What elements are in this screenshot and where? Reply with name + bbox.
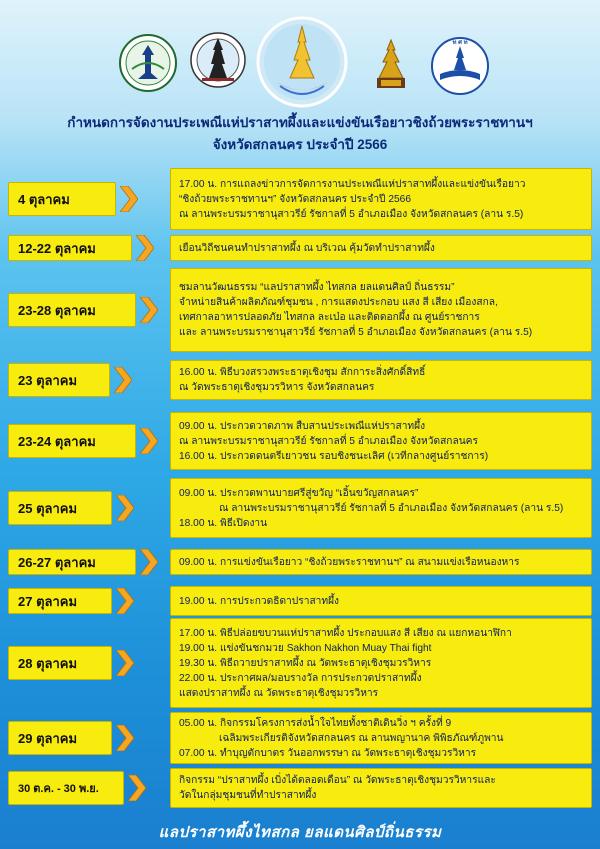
schedule-detail-line: และ ลานพระบรมราชานุสาวรีย์ รัชกาลที่ 5 อำเภอเมือง จังหวัดสกลนคร (ลาน ร.5) (179, 327, 533, 338)
schedule-date: 28 ตุลาคม (8, 646, 112, 680)
logo-strip (0, 8, 600, 100)
chevron-right-icon (136, 235, 154, 261)
schedule-row (8, 586, 592, 616)
schedule-detail-line: กิจกรรม “ปราสาทผึ้ง เบิ่งได้ตลอดเดือน” ณ วัดพระธาตุเชิงชุมวรวิหารและ (179, 775, 496, 786)
chevron-right-icon (116, 650, 134, 676)
schedule-row (8, 768, 592, 808)
schedule-row (8, 618, 592, 708)
schedule-date: 23-24 ตุลาคม (8, 424, 136, 458)
schedule-detail-line: วัดในกลุ่มชุมชนที่ทำปราสาทผึ้ง (179, 790, 317, 801)
schedule-details (170, 618, 592, 708)
wax-castle-logo (254, 16, 350, 108)
chevron-right-icon (116, 495, 134, 521)
schedule-detail-line: 17.00 น. การแถลงข่าวการจัดการงานประเพณีแห่ปราสาทผึ้งและแข่งขันเรือยาว (179, 178, 526, 190)
schedule-detail-line: 09.00 น. ประกวดพานบายศรีสู่ขวัญ “เอิ้นขวัญสกลนคร” (179, 487, 419, 499)
schedule-date: 30 ต.ค. - 30 พ.ย. (8, 771, 124, 805)
schedule-detail-line: 09.00 น. การแข่งขันเรือยาว “ชิงถ้วยพระราชทานฯ” ณ สนามแข่งเรือหนองหาร (179, 556, 520, 568)
schedule-details (170, 235, 592, 261)
chevron-right-icon (120, 186, 138, 212)
schedule-row (8, 235, 592, 261)
schedule-details (170, 478, 592, 538)
schedule-detail-line: 19.00 น. การประกวดธิดาปราสาทผึ้ง (179, 595, 340, 607)
schedule-detail-line: ณ ลานพระบรมราชานุสาวรีย์ รัชกาลที่ 5 อำเภอเมือง จังหวัดสกลนคร (179, 435, 478, 447)
schedule-details (170, 768, 592, 808)
schedule-row (8, 549, 592, 575)
schedule-detail-line: 19.00 น. แข่งขันชกมวย Sakhon Nakhon Muay Thai fight (179, 642, 432, 654)
schedule-row (8, 360, 592, 400)
schedule-row (8, 168, 592, 230)
title-line-2: จังหวัดสกลนคร ประจำปี 2566 (212, 137, 388, 152)
schedule-detail-line: เยือนวิถีชนคนทำปราสาทผึ้ง ณ บริเวณ คุ้มวัดทำปราสาทผึ้ง (179, 242, 435, 254)
schedule-detail-line: เฉลิมพระเกียรติจังหวัดสกลนคร ณ ลานพญานาค พิพิธภัณฑ์ภูพาน (219, 732, 504, 744)
schedule-row (8, 712, 592, 764)
thai-crest-logo (371, 38, 411, 94)
schedule-row (8, 268, 592, 352)
schedule-details (170, 268, 592, 352)
schedule-detail-line: 16.00 น. พิธีบวงสรวงพระธาตุเชิงชุม สักการะสิ่งศักดิ์สิทธิ์ (179, 367, 426, 378)
schedule-detail-line: 17.00 น. พิธีปล่อยขบวนแห่ปราสาทผึ้ง ประกอบแสง สี เสียง ณ แยกหอนาฬิกา (179, 627, 512, 639)
schedule-detail-line: เทศกาลอาหารปลอดภัย ไทสกล ละเบ๋อ และติดดอกผึ้ง ณ ศูนย์ราชการ (179, 312, 480, 323)
chevron-right-icon (116, 588, 134, 614)
schedule-row (8, 478, 592, 538)
chevron-right-icon (114, 367, 132, 393)
page-title (0, 112, 600, 156)
chevron-right-icon (128, 775, 146, 801)
schedule-detail-line: “ชิงถ้วยพระราชทานฯ” จังหวัดสกลนคร ประจำปี 2566 (179, 193, 412, 205)
pagoda-seal-logo (188, 30, 248, 94)
schedule-detail-line: ชมลานวัฒนธรรม “แลปราสาทผึ้ง ไทสกล ยลแดนศิลป์ ถิ่นธรรม” (179, 282, 455, 293)
schedule-row (8, 412, 592, 470)
chevron-right-icon (116, 725, 134, 751)
schedule-date: 4 ตุลาคม (8, 182, 116, 216)
schedule-date: 23-28 ตุลาคม (8, 293, 136, 327)
schedule-detail-line: 18.00 น. พิธีเปิดงาน (179, 517, 268, 529)
schedule-date: 23 ตุลาคม (8, 363, 110, 397)
chevron-right-icon (140, 549, 158, 575)
schedule-date: 29 ตุลาคม (8, 721, 112, 755)
schedule-detail-line: 16.00 น. ประกวดดนตรีเยาวชน รอบชิงชนะเลิศ (เวทีกลางศูนย์ราชการ) (179, 450, 489, 462)
title-line-1: กำหนดการจัดงานประเพณีแห่ปราสาทผึ้งและแข่งขันเรือยาวชิงถ้วยพระราชทานฯ (67, 115, 533, 130)
schedule-date: 27 ตุลาคม (8, 588, 112, 614)
schedule-detail-line: จำหน่ายสินค้าผลิตภัณฑ์ชุมชน , การแสดงประกอบ แสง สี เสียง เมืองสกล, (179, 297, 498, 308)
chevron-right-icon (140, 428, 158, 454)
schedule-detail-line: 22.00 น. ประกาศผล/มอบรางวัล การประกวดปราสาทผึ้ง (179, 672, 422, 684)
schedule-date: 26-27 ตุลาคม (8, 549, 136, 575)
lantern-logo (118, 33, 178, 93)
schedule-details (170, 168, 592, 230)
schedule-detail-line: แสดงปราสาทผึ้ง ณ วัดพระธาตุเชิงชุมวรวิหาร (179, 687, 379, 699)
schedule-details (170, 586, 592, 616)
schedule-date: 25 ตุลาคม (8, 491, 112, 525)
schedule-detail-line: ณ ลานพระบรมราชานุสาวรีย์ รัชกาลที่ 5 อำเภอเมือง จังหวัดสกลนคร (ลาน ร.5) (179, 208, 524, 220)
schedule-detail-line: 05.00 น. กิจกรรมโครงการส่งน้ำใจไทยทั้งชาติเดินวิ่ง ฯ ครั้งที่ 9 (179, 717, 452, 729)
schedule-detail-line: 19.30 น. พิธีถวายปราสาทผึ้ง ณ วัดพระธาตุเชิงชุมวรวิหาร (179, 657, 432, 669)
schedule-details (170, 360, 592, 400)
chevron-right-icon (140, 297, 158, 323)
schedule-details (170, 549, 592, 575)
footer-slogan: แลปราสาทผึ้งไทสกล ยลแดนศิลป์ถิ่นธรรม (158, 824, 442, 841)
schedule-details (170, 712, 592, 764)
schedule-detail-line: ณ ลานพระบรมราชานุสาวรีย์ รัชกาลที่ 5 อำเภอเมือง จังหวัดสกลนคร (ลาน ร.5) (219, 502, 564, 514)
schedule-details (170, 412, 592, 470)
svg-text:ท ศ ท: ท ศ ท (452, 40, 468, 46)
schedule-detail-line: 07.00 น. ทำบุญตักบาตร วันออกพรรษา ณ วัดพระธาตุเชิงชุมวรวิหาร (179, 747, 477, 759)
schedule-detail-line: ณ วัดพระธาตุเชิงชุมวรวิหาร จังหวัดสกลนคร (179, 382, 375, 393)
schedule-detail-line: 09.00 น. ประกวดวาดภาพ สืบสานประเพณีแห่ปราสาทผึ้ง (179, 420, 426, 432)
sakon-nakhon-city-logo (430, 36, 490, 96)
schedule-date: 12-22 ตุลาคม (8, 235, 132, 261)
